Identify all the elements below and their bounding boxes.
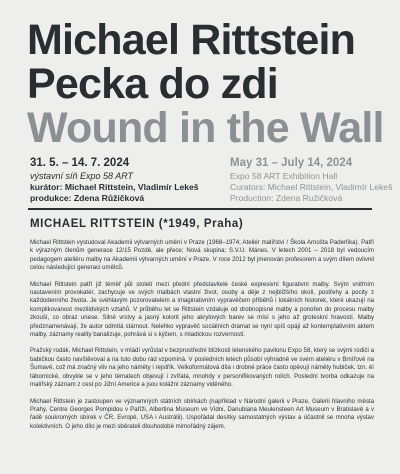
dates-en: May 31 – July 14, 2024 <box>230 157 353 169</box>
artist-name-title: Michael Rittstein <box>27 16 356 64</box>
divider-rule <box>28 208 372 210</box>
venue-en: Expo 58 ART Exhibition Hall <box>230 171 338 181</box>
exhibition-title-cz: Pecka do zdi <box>27 60 278 108</box>
dates-cz: 31. 5. – 14. 7. 2024 <box>30 157 130 169</box>
venue-cz: výstavní síň Expo 58 ART <box>30 171 134 181</box>
exhibition-title-en: Wound in the Wall <box>27 104 384 152</box>
exhibition-info-cz <box>30 156 225 204</box>
biography-text <box>30 239 374 439</box>
bio-paragraph-4: Michael Rittstein je zastoupen ve významných státních sbírkách (například v Národní galerii v Praze, Galerii hlavního města Prahy, Centre Georges Pompidou v Paříži, Albertina Museum ve Vídni, Danubiana Meulensteen Art Museum v Bratislavě a v řadě soukromých sbírek v ČR, Evropě, USA i Austrálii). Uspořádal desítky samostatných výstav a účastnil se mnoha výstav kolektivních. O jeho dílo je mezi sběrateli dlouhodobě mimořádný zájem. <box>30 397 374 430</box>
title-block <box>27 18 397 150</box>
production-cz: produkce: Zdena Růžičková <box>30 193 145 203</box>
bio-heading: MICHAEL RITTSTEIN (*1949, Praha) <box>30 218 244 230</box>
curators-en: Curators: Michael Rittstein, Vladimír Lekeš <box>230 182 393 192</box>
exhibition-info-en <box>230 156 400 204</box>
bio-paragraph-3: Pražský rodák, Michael Rittstein, v mládí vyrůstal v bezprostřední blízkosti letenského pavilonu Expo 58, který se svými rodiči a babičkou často navštěvoval a na tuto dobu rád vzpomíná. V posledních letech působí výhradně ve svém ateliéru v Brnířově na Šumavě, což má značný vliv na jeho náměty i rejstřík. Velkoformátová díla i drobné práce často opěvují náměty hubiček, tzn. ěí tábornické, obvykle se v jeho tématech objevují i zvířata, mnohdy v personifikovaných rolích. Poslední tvorba odkazuje na malířský záznam z cest po Jižní Americe a jsou kolážní záznamy viděného. <box>30 347 374 389</box>
bio-paragraph-2: Michael Rittstein patří již téměř půl století mezi přední představitele české expresivní figurativní malby. Svým vnitřním nastavením provokatér, zachycuje ve svých malbách vlastní život, osoby a děje z nejbližšího okolí, postřehy a pocity z každodenního života. Je svéhlavým pozorovatelem a imaginativním vypravěčem příběhů i lokálních historek, které ukazují na komplikovanost mezilidských vztahů. V průběhu let se Rittstein vzdaluje od drobnopisné malby a ponořen do procesu malby zkouší, co obraz unese. Silné vrstvy a jasný kolorit jeho akrylových barev se mísí s jeho až groteskní hravostí. Malby předznamenávají, že autor odmítá stárnout. Nelehko vypravěč sociálních dramat se nyní spíš opájí až kontemplativním aktem malby, záznamy reality banalizuje, pohrává si s kýčem, s mladickou rozverností. <box>30 280 374 339</box>
curators-cz: kurátor: Michael Rittstein, Vladimír Lekeš <box>30 182 199 192</box>
bio-paragraph-1: Michael Rittstein vystudoval Akademii výtvarných umění v Praze (1968–1974; Ateliér malířství / Škola Arnošta Paderlíka). Patří k výrazným členům generace 12/15 Pozdě, ale přece; Nová skupina; S.V.U. Mánes. V letech 2001 – 2018 byl vedoucím pedagogem ateliéru malby na Akademii výtvarných umění v Praze. V roce 2012 byl jmenován profesorem a svým dílem ovlivnil celou následující generaci umělců. <box>30 239 374 272</box>
production-en: Production: Zdena Ružičková <box>230 193 343 203</box>
